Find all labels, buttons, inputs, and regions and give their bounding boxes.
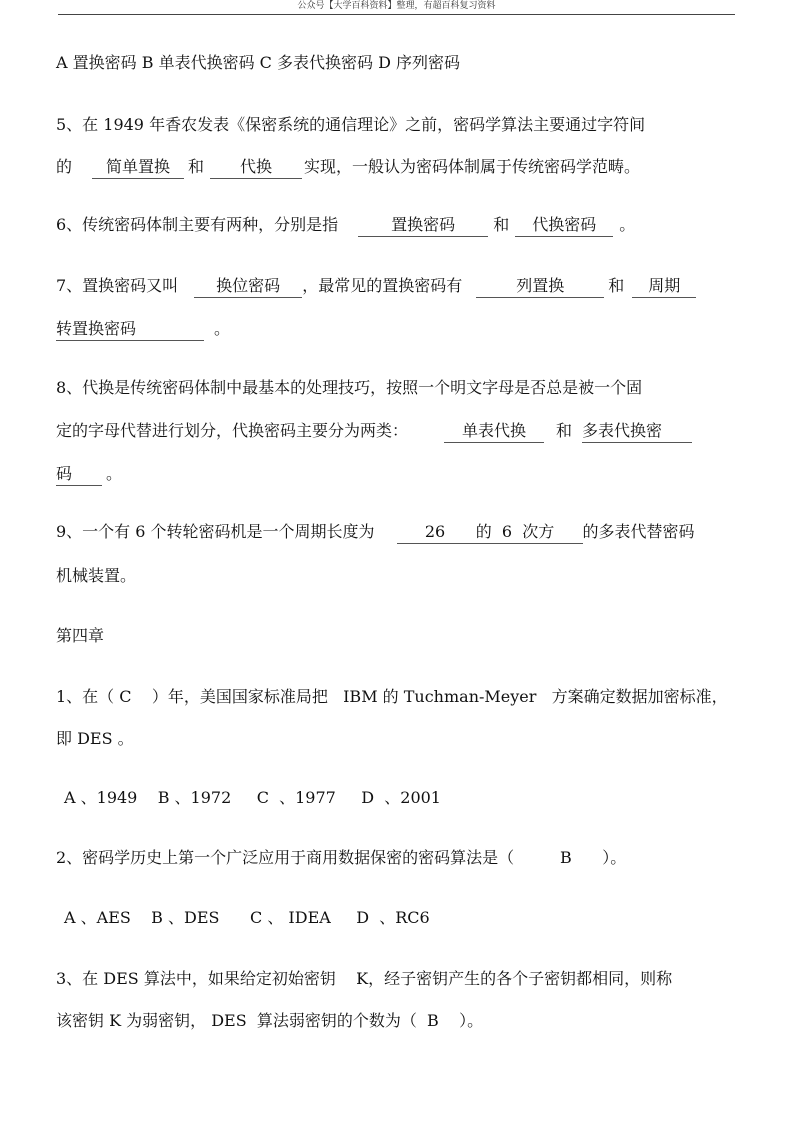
q9-line-2: 机械装置。: [56, 566, 137, 585]
q6-text-2: 和: [493, 215, 510, 234]
q8-text-3: 。: [106, 464, 123, 483]
q6-answer-1: 置换密码: [358, 214, 488, 237]
q6-answer-2: 代换密码: [515, 214, 613, 237]
q9-answer-1: 26 的 6 次方: [397, 521, 583, 544]
q9-text-1: 9、一个有 6 个转轮密码机是一个周期长度为: [56, 522, 375, 541]
q8-line-1: 8、代换是传统密码体制中最基本的处理技巧，按照一个明文字母是否总是被一个固: [56, 378, 643, 397]
c3-line-1: 3、在 DES 算法中，如果给定初始密钥 K，经子密钥产生的各个子密钥都相同，则称: [56, 969, 673, 988]
c1-line-2: 即 DES 。: [56, 729, 134, 748]
q9-text-2: 的多表代替密码: [582, 522, 695, 541]
q7-text-1: 7、置换密码又叫: [56, 276, 179, 295]
c2-line-1: 2、密码学历史上第一个广泛应用于商用数据保密的密码算法是（ B ）。: [56, 848, 627, 867]
q5-line-1: 5、在 1949 年香农发表《保密系统的通信理论》之前，密码学算法主要通过字符间: [56, 115, 646, 134]
q5-text-3: 实现，一般认为密码体制属于传统密码学范畴。: [304, 157, 641, 176]
q7-text-2: ，最常见的置换密码有: [302, 276, 463, 295]
q6-text-3: 。: [619, 215, 636, 234]
q7-answer-3: 周期: [632, 275, 696, 298]
q5-line-2: [56, 155, 640, 179]
q8-answer-1: 单表代换: [444, 420, 544, 443]
q5-answer-2: 代换: [210, 156, 302, 179]
options-line: A 置换密码 B 单表代换密码 C 多表代换密码 D 序列密码: [56, 53, 460, 72]
q7-text-3: 和: [608, 276, 625, 295]
q6-line: [56, 213, 635, 237]
q5-answer-1: 简单置换: [92, 156, 184, 179]
c3-line-2: 该密钥 K 为弱密钥， DES 算法弱密钥的个数为（ B ）。: [56, 1011, 484, 1030]
page-header: 公众号【大学百科资料】整理，有超百科复习资料: [58, 0, 735, 15]
q7-line-1: [56, 274, 696, 298]
q6-text-1: 6、传统密码体制主要有两种，分别是指: [56, 215, 339, 234]
c2-options: A 、AES B 、DES C 、 IDEA D 、RC6: [64, 908, 430, 927]
q7-answer-3-cont: 转置换密码: [56, 318, 204, 341]
q8-text-1: 定的字母代替进行划分，代换密码主要分为两类：: [56, 421, 409, 440]
c1-options: A 、1949 B 、1972 C 、1977 D 、2001: [64, 788, 441, 807]
q9-line-1: [56, 520, 695, 544]
q7-line-2: [56, 317, 230, 341]
q5-text-1: 的: [56, 157, 73, 176]
q7-answer-2: 列置换: [476, 275, 604, 298]
q8-answer-2-cont: 码: [56, 463, 102, 486]
q8-text-2: 和: [556, 421, 573, 440]
q5-text-2: 和: [188, 157, 205, 176]
q8-line-3: [56, 462, 122, 486]
q7-text-4: 。: [214, 319, 231, 338]
c1-line-1: 1、在（ C ）年，美国国家标准局把 IBM 的 Tuchman-Meyer 方案确定数据加密标准，: [56, 687, 728, 706]
q8-line-2: [56, 419, 692, 443]
q7-answer-1: 换位密码: [194, 275, 302, 298]
q8-answer-2: 多表代换密: [582, 420, 692, 443]
chapter-heading: 第四章: [56, 626, 105, 645]
